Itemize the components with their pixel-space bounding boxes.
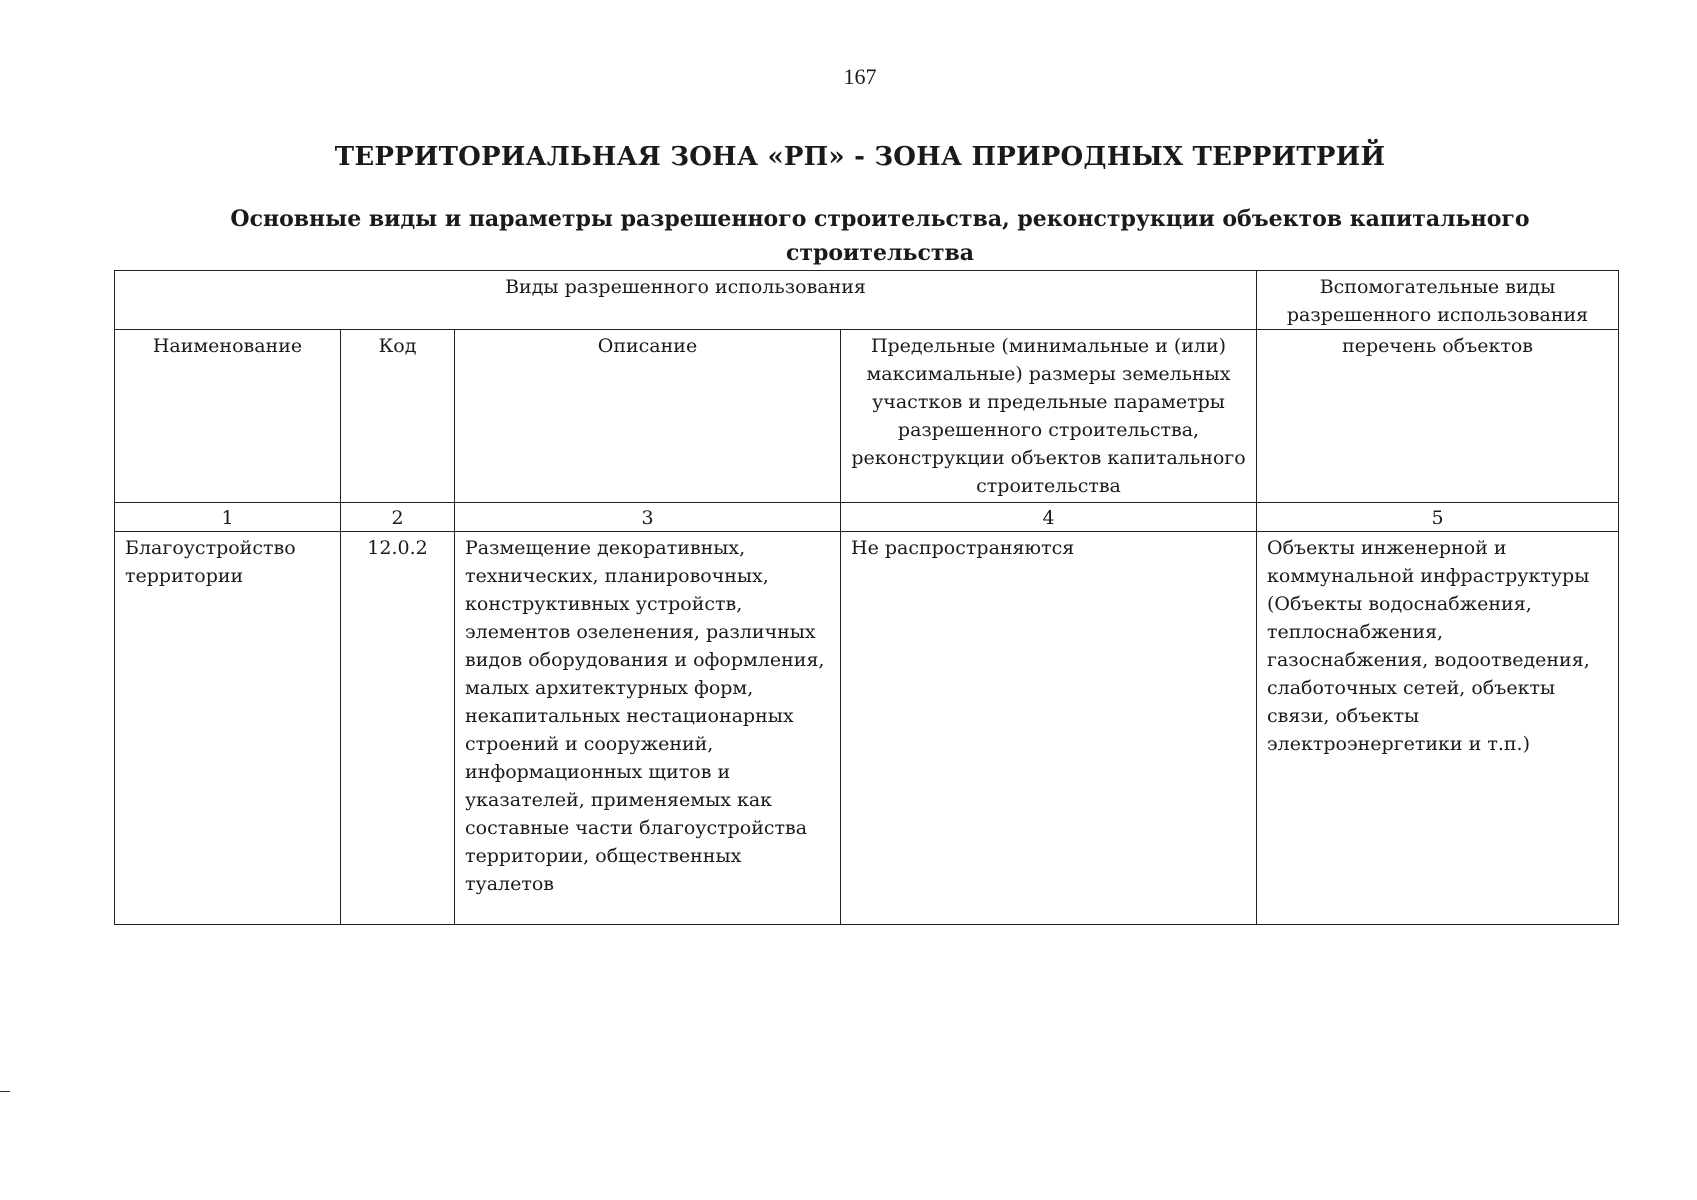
cell-objects: Объекты инженерной и коммунальной инфраструктуры (Объекты водоснабжения, теплоснабжения, газоснабжения, водоотведения, слаботочных сетей, объекты связи, объекты электроэнергетики и т.п.) — [1257, 532, 1619, 925]
group-header-auxiliary-uses: Вспомогательные виды разрешенного использования — [1257, 271, 1619, 330]
margin-mark — [0, 1091, 10, 1092]
column-number: 4 — [841, 503, 1257, 532]
column-header-code: Код — [341, 330, 455, 503]
column-number: 1 — [115, 503, 341, 532]
cell-code: 12.0.2 — [341, 532, 455, 925]
table-column-header-row — [115, 330, 1619, 503]
column-header-objects: перечень объектов — [1257, 330, 1619, 503]
cell-name: Благоустройство территории — [115, 532, 341, 925]
page-number: 167 — [843, 64, 877, 89]
zone-title: ТЕРРИТОРИАЛЬНАЯ ЗОНА «РП» - ЗОНА ПРИРОДНЫХ ТЕРРИТРИЙ — [334, 142, 1386, 172]
group-header-permitted-uses: Виды разрешенного использования — [115, 271, 1257, 330]
column-header-name: Наименование — [115, 330, 341, 503]
cell-description: Размещение декоративных, технических, планировочных, конструктивных устройств, элементов озеленения, различных видов оборудования и оформления, малых архитектурных форм, некапитальных нестационарных строений и сооружений, информационных щитов и указателей, применяемых как составные части благоустройства территории, общественных туалетов — [455, 532, 841, 925]
column-header-description: Описание — [455, 330, 841, 503]
section-title: Основные виды и параметры разрешенного строительства, реконструкции объектов капитального строительства — [230, 206, 1530, 266]
table-row — [115, 532, 1619, 925]
permitted-use-table — [114, 270, 1619, 925]
cell-limits: Не распространяются — [841, 532, 1257, 925]
table-column-number-row — [115, 503, 1619, 532]
column-number: 2 — [341, 503, 455, 532]
column-number: 5 — [1257, 503, 1619, 532]
column-number: 3 — [455, 503, 841, 532]
table-group-header-row — [115, 271, 1619, 330]
column-header-limits: Предельные (минимальные и (или) максимальные) размеры земельных участков и предельные параметры разрешенного строительства, реконструкции объектов капитального строительства — [841, 330, 1257, 503]
